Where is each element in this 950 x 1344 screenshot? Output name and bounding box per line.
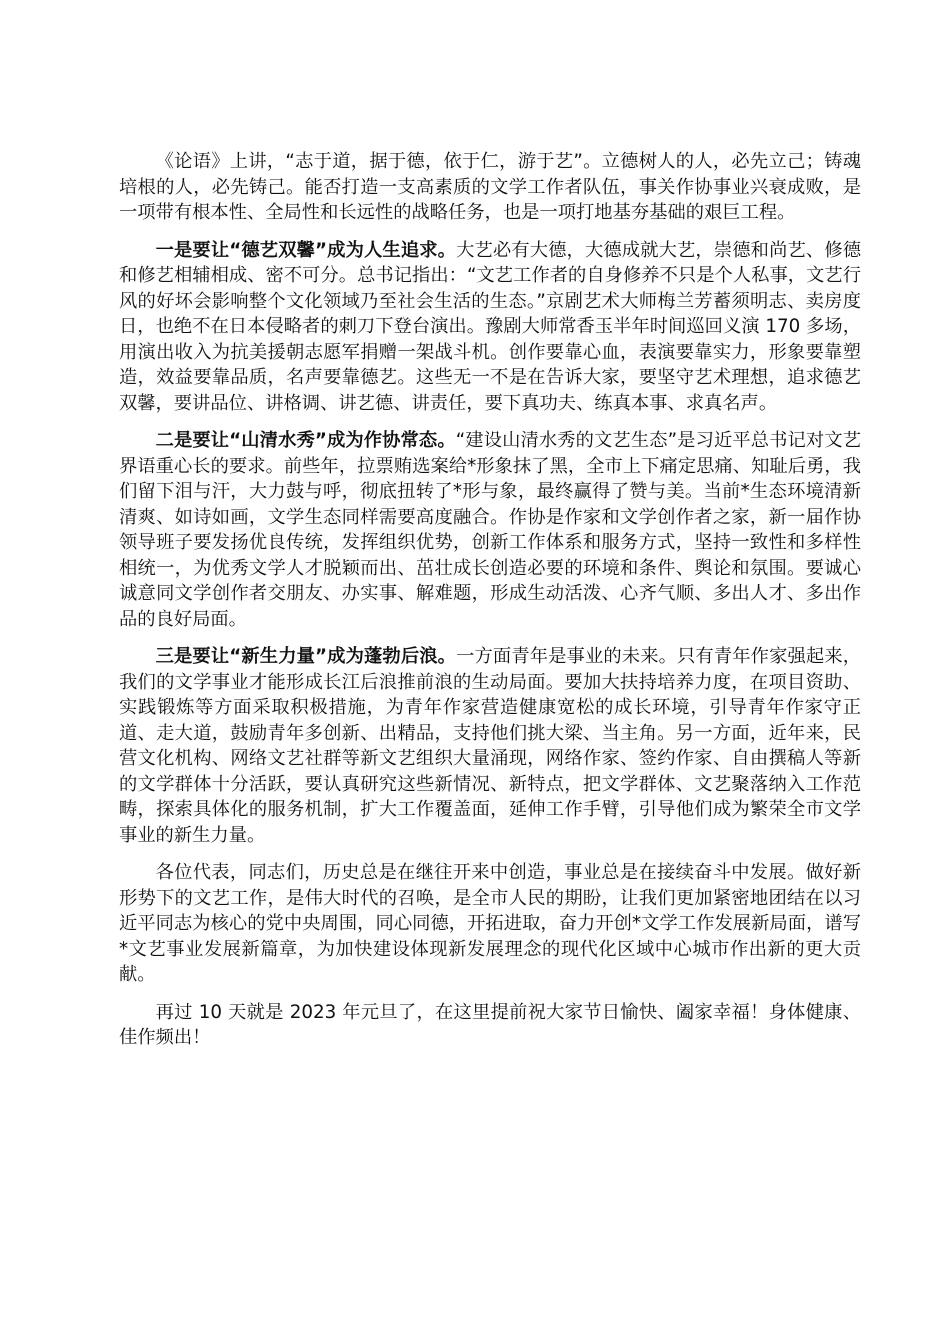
paragraph-text: 《论语》上讲，“志于道，据于德，依于仁，游于艺”。立德树人的人，必先立己；铸魂培根的人，必先铸己。能否打造一支高素质的文学工作者队伍，事关作协事业兴衰成败，是一项带有根本性、全局性和长远性的战略任务，也是一项打地基夯基础的艰巨工程。	[119, 151, 861, 223]
paragraph-point-two	[119, 428, 861, 632]
paragraph-text: “建设山清水秀的文艺生态”是习近平总书记对文艺界语重心长的要求。前些年，拉票贿选案给*形象抹了黑，全市上下痛定思痛、知耻后勇，我们留下泪与汗，大力鼓与呼，彻底扭转了*形与象，最终赢得了赞与美。当前*生态环境清新清爽、如诗如画，文学生态同样需要高度融合。作协是作家和文学创作者之家，新一届作协领导班子要发扬优良传统，发挥组织优势，创新工作体系和服务方式，坚持一致性和多样性相统一，为优秀文学人才脱颖而出、茁壮成长创造必要的环境和条件、舆论和氛围。要诚心诚意同文学创作者交朋友、办实事、解难题，形成生动活泼、心齐气顺、多出人才、多出作品的良好局面。	[119, 430, 861, 630]
document-body	[119, 149, 861, 1063]
paragraph-text: 一方面青年是事业的未来。只有青年作家强起来，我们的文学事业才能形成长江后浪推前浪的生动局面。要加大扶持培养力度，在项目资助、实践锻炼等方面采取积极措施，为青年作家营造健康宽松的成长环境，引导青年作家守正道、走大道，鼓励青年多创新、出精品，支持他们挑大梁、当主角。另一方面，近年来，民营文化机构、网络文艺社群等新文艺组织大量涌现，网络作家、签约作家、自由撰稿人等新的文学群体十分活跃，要认真研究这些新情况、新特点，把文学群体、文艺聚落纳入工作范畴，探索具体化的服务机制，扩大工作覆盖面，延伸工作手臂，引导他们成为繁荣全市文学事业的新生力量。	[119, 646, 862, 846]
paragraph-text: 大艺必有大德，大德成就大艺，崇德和尚艺、修德和修艺相辅相成、密不可分。总书记指出：“文艺工作者的自身修养不只是个人私事，文艺行风的好坏会影响整个文化领域乃至社会生活的生态。”京剧艺术大师梅兰芳蓄须明志、卖房度日，也绝不在日本侵略者的刺刀下登台演出。豫剧大师常香玉半年时间巡回义演 170 多场，用演出收入为抗美援朝志愿军捐赠一架战斗机。创作要靠心血，表演要靠实力，形象要靠塑造，效益要靠品质，名声要靠德艺。这些无一不是在告诉大家，要坚守艺术理想，追求德艺双馨，要讲品位、讲格调、讲艺德、讲责任，要下真功夫、练真本事、求真名声。	[119, 239, 862, 414]
paragraph-text: 各位代表，同志们，历史总是在继往开来中创造，事业总是在接续奋斗中发展。做好新形势下的文艺工作，是伟大时代的召唤，是全市人民的期盼，让我们更加紧密地团结在以习近平同志为核心的党中央周围，同心同德，开拓进取，奋力开创*文学工作发展新局面，谱写*文艺事业发展新篇章，为加快建设体现新发展理念的现代化区域中心城市作出新的更大贡献。	[119, 862, 861, 985]
paragraph-lead: 二是要让“山清水秀”成为作协常态。	[155, 430, 456, 451]
paragraph-lead: 一是要让“德艺双馨”成为人生追求。	[155, 239, 457, 261]
paragraph-closing	[119, 860, 861, 988]
paragraph-lead: 三是要让“新生力量”成为蓬勃后浪。	[155, 646, 457, 667]
paragraph-point-three	[119, 644, 861, 848]
paragraph-point-one	[119, 238, 861, 417]
paragraph-intro	[119, 149, 861, 226]
paragraph-greeting	[119, 1000, 861, 1051]
paragraph-text: 再过 10 天就是 2023 年元旦了，在这里提前祝大家节日愉快、阖家幸福！身体健康、佳作频出！	[119, 1001, 861, 1048]
